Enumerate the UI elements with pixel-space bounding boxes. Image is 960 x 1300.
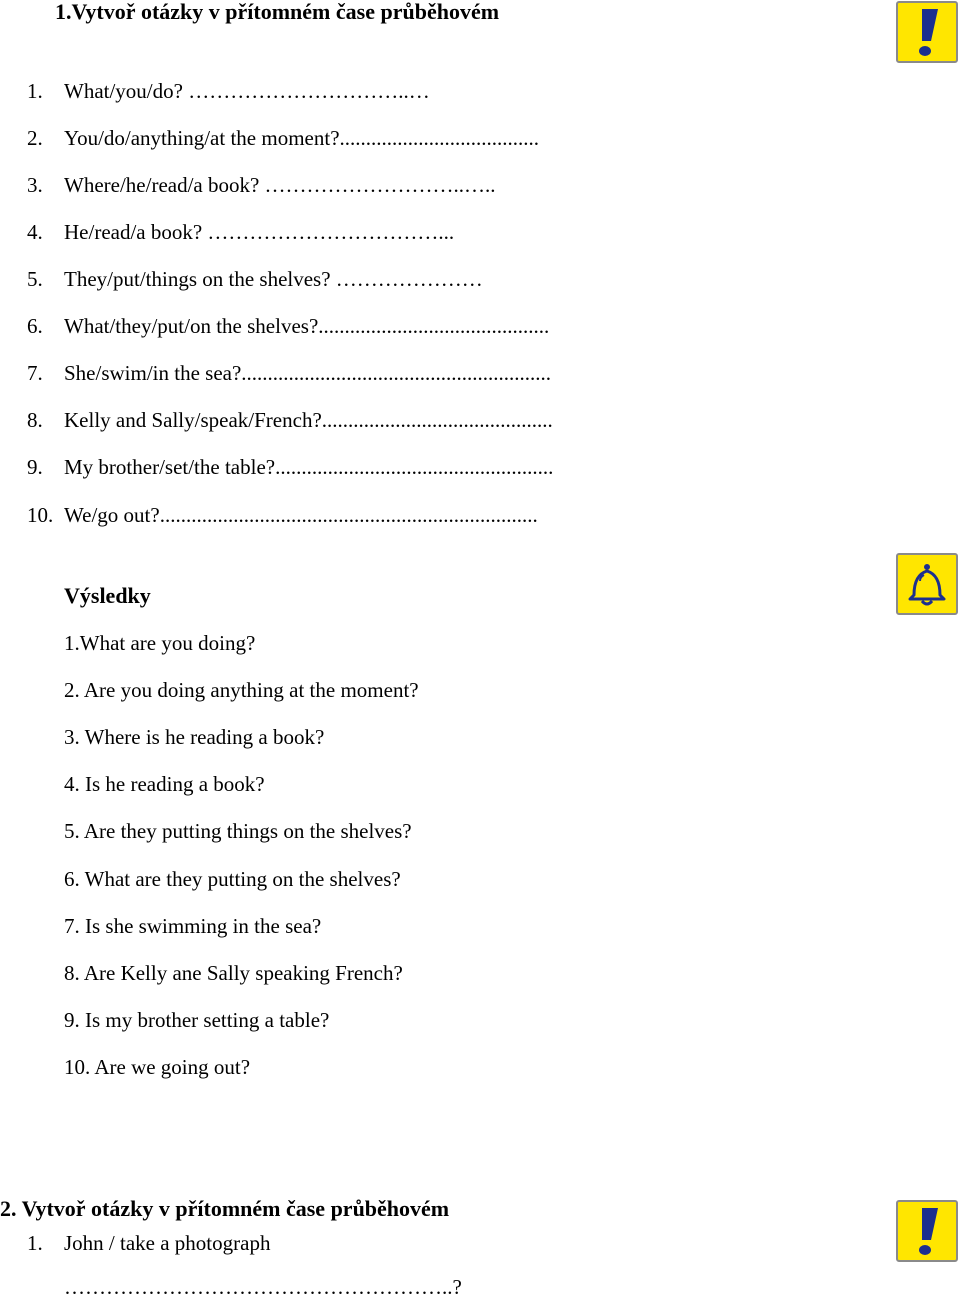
- list-item: [0, 267, 900, 295]
- item-number: 4.: [27, 220, 43, 244]
- list-item: [0, 455, 900, 483]
- item-number: 5.: [27, 267, 43, 291]
- list-item: [0, 126, 900, 154]
- item-text: You/do/anything/at the moment?......................................: [64, 126, 540, 150]
- result-item: 1.What are you doing?: [64, 631, 256, 655]
- list-item: [0, 220, 900, 248]
- item-text: They/put/things on the shelves? …………………: [64, 267, 483, 291]
- item-text: We/go out?........................................................................: [64, 503, 538, 527]
- item-number: 2.: [27, 126, 43, 150]
- list-item: [0, 1231, 800, 1259]
- result-item: 8. Are Kelly ane Sally speaking French?: [64, 961, 403, 985]
- item-text: What/they/put/on the shelves?............................................: [64, 314, 550, 338]
- results-title: Výsledky: [64, 583, 151, 608]
- list-item: [0, 173, 900, 201]
- section1-title: 1.Vytvoř otázky v přítomném čase průběhovém: [55, 0, 500, 24]
- item-text: Where/he/read/a book? ………………………..…..: [64, 173, 496, 197]
- item-text: My brother/set/the table?.....................................................: [64, 455, 554, 479]
- item-text: She/swim/in the sea?...........................................................: [64, 361, 552, 385]
- answer-line: ………………………………………………..?: [64, 1275, 462, 1299]
- result-item: 4. Is he reading a book?: [64, 772, 265, 796]
- result-item: 7. Is she swimming in the sea?: [64, 914, 322, 938]
- section2-title: 2. Vytvoř otázky v přítomném čase průběhovém: [0, 1196, 450, 1221]
- item-number: 10.: [27, 503, 54, 527]
- result-item: 2. Are you doing anything at the moment?: [64, 678, 419, 702]
- item-text: He/read/a book? ……………………………...: [64, 220, 455, 244]
- item-number: 6.: [27, 314, 43, 338]
- bell-icon: [896, 553, 958, 615]
- list-item: [0, 314, 900, 342]
- item-number: 7.: [27, 361, 43, 385]
- item-number: 1.: [27, 1231, 43, 1255]
- result-item: 3. Where is he reading a book?: [64, 725, 325, 749]
- list-item: [0, 408, 900, 436]
- item-text: What/you/do? …………………………..…: [64, 79, 430, 103]
- exclamation-icon: [896, 1, 958, 63]
- item-number: 9.: [27, 455, 43, 479]
- result-item: 10. Are we going out?: [64, 1055, 251, 1079]
- exclamation-icon: [896, 1200, 958, 1262]
- result-item: 9. Is my brother setting a table?: [64, 1008, 330, 1032]
- result-item: 5. Are they putting things on the shelves?: [64, 819, 412, 843]
- item-number: 3.: [27, 173, 43, 197]
- item-text: John / take a photograph: [64, 1231, 271, 1255]
- list-item: [0, 79, 900, 107]
- item-number: 1.: [27, 79, 43, 103]
- list-item: [0, 361, 900, 389]
- list-item: [0, 503, 900, 531]
- result-item: 6. What are they putting on the shelves?: [64, 867, 401, 891]
- item-number: 8.: [27, 408, 43, 432]
- item-text: Kelly and Sally/speak/French?............................................: [64, 408, 553, 432]
